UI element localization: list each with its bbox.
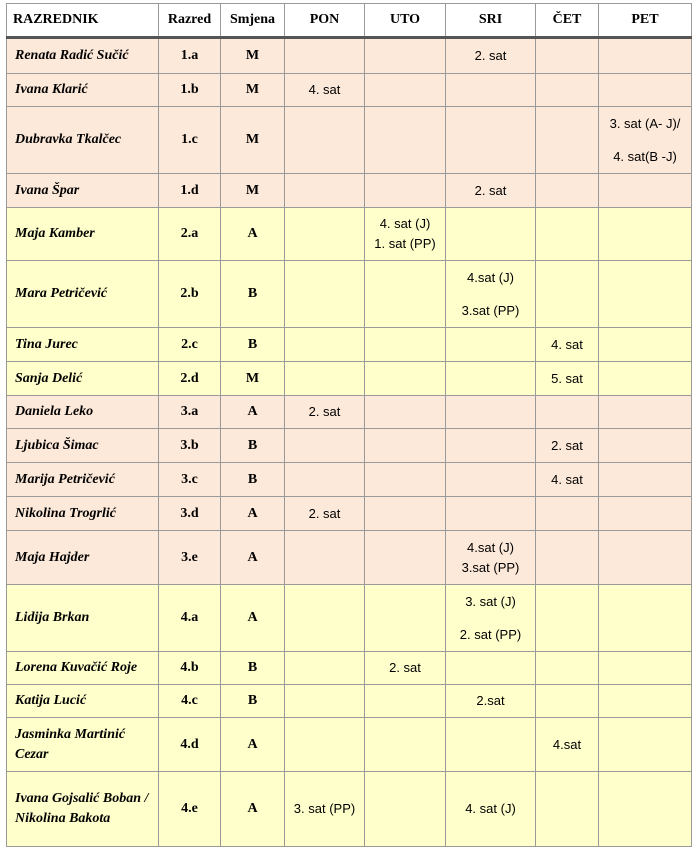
day-cell-pon (285, 328, 365, 362)
day-cell-pet (599, 531, 692, 585)
razrednik-cell: Maja Kamber (7, 208, 159, 261)
smjena-cell: A (221, 772, 285, 847)
smjena-cell: A (221, 497, 285, 531)
razred-cell: 4.e (159, 772, 221, 847)
table-row (7, 772, 692, 847)
smjena-cell: B (221, 328, 285, 362)
razrednik-cell: Maja Hajder (7, 531, 159, 585)
smjena-cell: M (221, 174, 285, 208)
smjena-cell: A (221, 208, 285, 261)
header-cet: ČET (536, 4, 599, 38)
day-cell-sri: 4.sat (J) 3.sat (PP) (446, 531, 536, 585)
day-cell-pet (599, 772, 692, 847)
razrednik-cell: Ivana Klarić (7, 74, 159, 107)
day-cell-uto (365, 429, 446, 463)
table-row (7, 685, 692, 718)
razred-cell: 3.e (159, 531, 221, 585)
day-cell-pet (599, 463, 692, 497)
table-row (7, 429, 692, 463)
table-row (7, 38, 692, 74)
day-cell-pon (285, 585, 365, 652)
razrednik-cell: Sanja Delić (7, 362, 159, 396)
razrednik-cell: Marija Petričević (7, 463, 159, 497)
header-pon: PON (285, 4, 365, 38)
smjena-cell: A (221, 531, 285, 585)
smjena-cell: B (221, 685, 285, 718)
day-cell-sri (446, 652, 536, 685)
razrednik-cell: Mara Petričević (7, 261, 159, 328)
day-cell-sri (446, 718, 536, 772)
razred-cell: 3.d (159, 497, 221, 531)
razrednik-cell: Katija Lucić (7, 685, 159, 718)
razrednik-cell: Ivana Špar (7, 174, 159, 208)
day-cell-uto (365, 38, 446, 74)
day-cell-uto (365, 772, 446, 847)
table-row (7, 396, 692, 429)
table-row (7, 261, 692, 328)
day-cell-pon (285, 463, 365, 497)
day-cell-pet (599, 38, 692, 74)
day-cell-uto (365, 585, 446, 652)
day-cell-pet (599, 585, 692, 652)
day-cell-uto (365, 396, 446, 429)
day-cell-pon: 4. sat (285, 74, 365, 107)
smjena-cell: A (221, 718, 285, 772)
day-cell-cet (536, 107, 599, 174)
day-cell-sri: 4. sat (J) (446, 772, 536, 847)
day-cell-pet (599, 74, 692, 107)
day-cell-sri: 4.sat (J) 3.sat (PP) (446, 261, 536, 328)
razrednik-cell: Jasminka Martinić Cezar (7, 718, 159, 772)
day-cell-cet (536, 685, 599, 718)
table-row (7, 328, 692, 362)
day-cell-sri (446, 396, 536, 429)
razrednik-cell: Dubravka Tkalčec (7, 107, 159, 174)
day-cell-pon: 2. sat (285, 396, 365, 429)
day-cell-pon (285, 685, 365, 718)
table-row (7, 531, 692, 585)
day-cell-cet (536, 74, 599, 107)
day-cell-sri (446, 328, 536, 362)
day-cell-cet (536, 261, 599, 328)
razrednik-cell: Lorena Kuvačić Roje (7, 652, 159, 685)
day-cell-sri (446, 463, 536, 497)
table-row (7, 652, 692, 685)
day-cell-uto (365, 531, 446, 585)
table-row (7, 107, 692, 174)
smjena-cell: B (221, 463, 285, 497)
header-smjena: Smjena (221, 4, 285, 38)
table-row (7, 74, 692, 107)
day-cell-pon: 2. sat (285, 497, 365, 531)
day-cell-cet: 4.sat (536, 718, 599, 772)
smjena-cell: A (221, 585, 285, 652)
day-cell-uto (365, 685, 446, 718)
day-cell-uto (365, 174, 446, 208)
day-cell-uto (365, 261, 446, 328)
day-cell-pon (285, 208, 365, 261)
header-razrednik: RAZREDNIK (7, 4, 159, 38)
razred-cell: 4.c (159, 685, 221, 718)
razrednik-cell: Ivana Gojsalić Boban / Nikolina Bakota (7, 772, 159, 847)
header-row (7, 4, 692, 38)
day-cell-uto (365, 718, 446, 772)
day-cell-sri: 2.sat (446, 685, 536, 718)
razrednik-cell: Ljubica Šimac (7, 429, 159, 463)
day-cell-pet (599, 685, 692, 718)
day-cell-pon (285, 531, 365, 585)
razred-cell: 3.c (159, 463, 221, 497)
day-cell-uto (365, 107, 446, 174)
razrednik-cell: Daniela Leko (7, 396, 159, 429)
table-row (7, 718, 692, 772)
day-cell-uto (365, 362, 446, 396)
day-cell-uto (365, 74, 446, 107)
razrednik-cell: Lidija Brkan (7, 585, 159, 652)
day-cell-uto (365, 463, 446, 497)
schedule-table (6, 3, 692, 847)
table-row (7, 174, 692, 208)
day-cell-cet (536, 174, 599, 208)
day-cell-pet (599, 429, 692, 463)
razred-cell: 1.c (159, 107, 221, 174)
day-cell-pet (599, 261, 692, 328)
day-cell-pon (285, 652, 365, 685)
day-cell-cet (536, 396, 599, 429)
day-cell-cet (536, 38, 599, 74)
day-cell-uto (365, 328, 446, 362)
day-cell-cet: 4. sat (536, 463, 599, 497)
smjena-cell: M (221, 362, 285, 396)
header-pet: PET (599, 4, 692, 38)
day-cell-uto (365, 497, 446, 531)
day-cell-sri (446, 107, 536, 174)
table-row (7, 585, 692, 652)
day-cell-pet: 3. sat (A- J)/ 4. sat(B -J) (599, 107, 692, 174)
day-cell-cet (536, 497, 599, 531)
day-cell-pon: 3. sat (PP) (285, 772, 365, 847)
day-cell-cet: 2. sat (536, 429, 599, 463)
table-row (7, 208, 692, 261)
day-cell-sri (446, 429, 536, 463)
day-cell-pet (599, 208, 692, 261)
smjena-cell: B (221, 261, 285, 328)
day-cell-cet (536, 208, 599, 261)
day-cell-pet (599, 497, 692, 531)
day-cell-pet (599, 328, 692, 362)
day-cell-pon (285, 429, 365, 463)
day-cell-pet (599, 718, 692, 772)
smjena-cell: M (221, 107, 285, 174)
day-cell-pon (285, 107, 365, 174)
razred-cell: 4.d (159, 718, 221, 772)
razred-cell: 2.d (159, 362, 221, 396)
day-cell-cet (536, 772, 599, 847)
smjena-cell: B (221, 429, 285, 463)
day-cell-sri (446, 74, 536, 107)
razred-cell: 3.a (159, 396, 221, 429)
day-cell-pon (285, 362, 365, 396)
razrednik-cell: Renata Radić Sučić (7, 38, 159, 74)
day-cell-pon (285, 174, 365, 208)
day-cell-cet: 5. sat (536, 362, 599, 396)
day-cell-cet (536, 531, 599, 585)
smjena-cell: M (221, 74, 285, 107)
day-cell-uto: 4. sat (J) 1. sat (PP) (365, 208, 446, 261)
header-razred: Razred (159, 4, 221, 38)
day-cell-pon (285, 261, 365, 328)
day-cell-pon (285, 718, 365, 772)
day-cell-cet (536, 585, 599, 652)
header-sri: SRI (446, 4, 536, 38)
day-cell-pet (599, 174, 692, 208)
table-row (7, 362, 692, 396)
razred-cell: 4.a (159, 585, 221, 652)
day-cell-pet (599, 396, 692, 429)
day-cell-uto: 2. sat (365, 652, 446, 685)
day-cell-sri: 2. sat (446, 38, 536, 74)
day-cell-sri (446, 497, 536, 531)
day-cell-sri: 2. sat (446, 174, 536, 208)
razred-cell: 1.b (159, 74, 221, 107)
razred-cell: 4.b (159, 652, 221, 685)
table-row (7, 497, 692, 531)
day-cell-pet (599, 652, 692, 685)
razred-cell: 3.b (159, 429, 221, 463)
day-cell-pon (285, 38, 365, 74)
razred-cell: 2.c (159, 328, 221, 362)
smjena-cell: M (221, 38, 285, 74)
header-uto: UTO (365, 4, 446, 38)
day-cell-sri (446, 362, 536, 396)
razrednik-cell: Tina Jurec (7, 328, 159, 362)
table-row (7, 463, 692, 497)
day-cell-sri (446, 208, 536, 261)
day-cell-sri: 3. sat (J) 2. sat (PP) (446, 585, 536, 652)
day-cell-cet: 4. sat (536, 328, 599, 362)
day-cell-pet (599, 362, 692, 396)
razred-cell: 2.a (159, 208, 221, 261)
day-cell-cet (536, 652, 599, 685)
smjena-cell: A (221, 396, 285, 429)
razred-cell: 2.b (159, 261, 221, 328)
smjena-cell: B (221, 652, 285, 685)
razred-cell: 1.d (159, 174, 221, 208)
razrednik-cell: Nikolina Trogrlić (7, 497, 159, 531)
razred-cell: 1.a (159, 38, 221, 74)
